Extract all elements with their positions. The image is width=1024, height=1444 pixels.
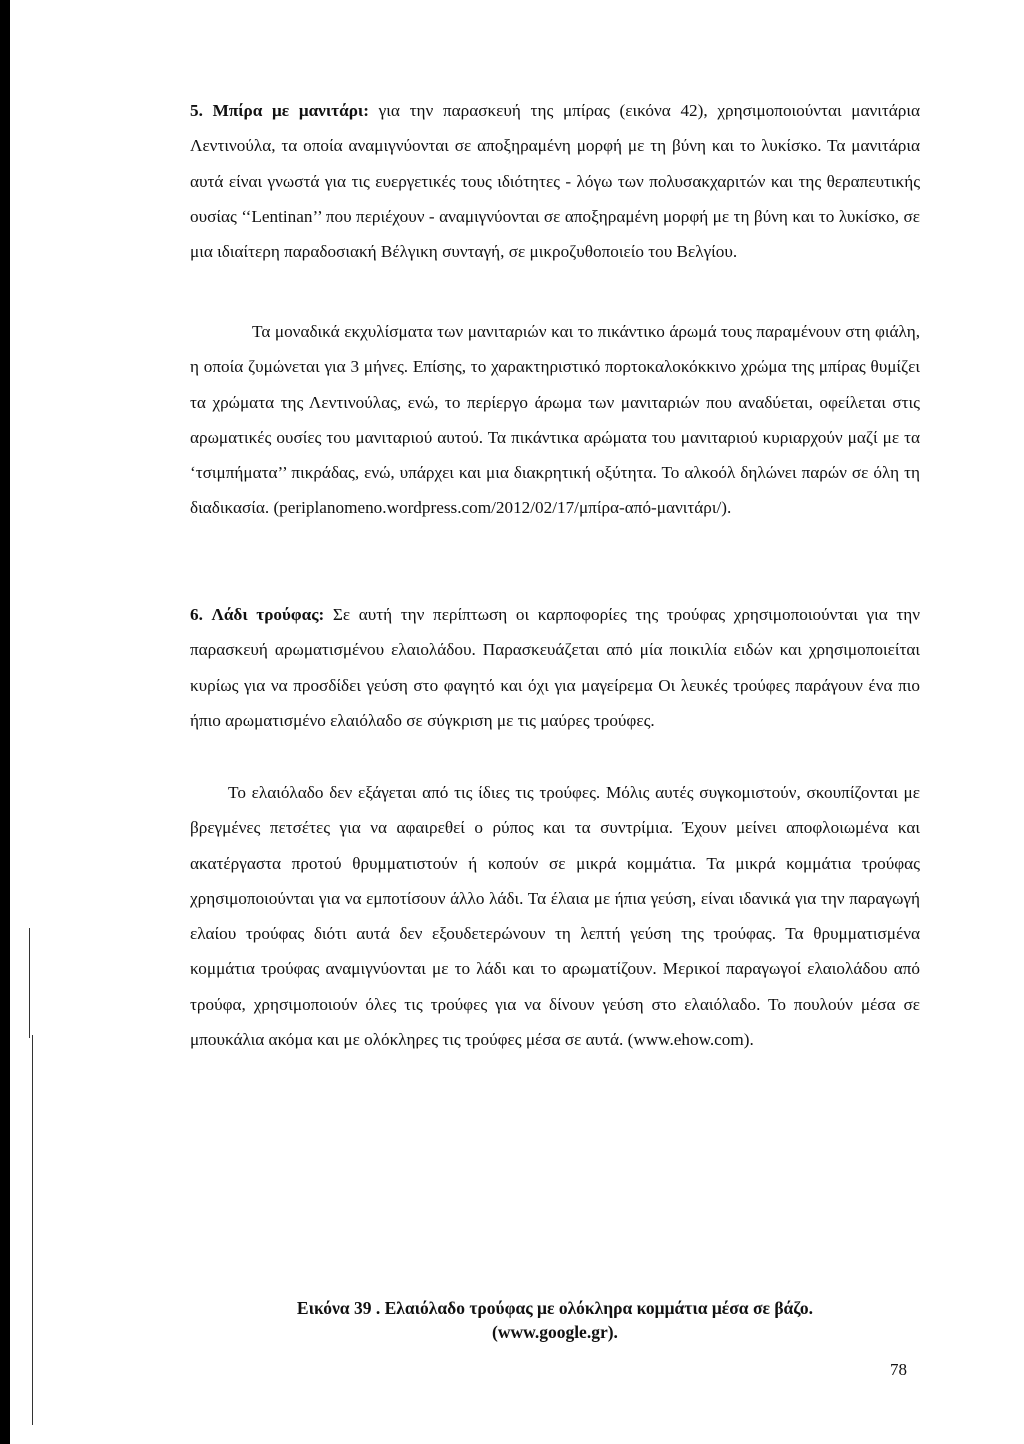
section-6-number: 6. <box>190 605 203 624</box>
section-6-text: Σε αυτή την περίπτωση οι καρποφορίες της τρούφας χρησιμοποιούνται για την παρασκευή αρωματισμένου ελαιολάδου. Παρασκευάζεται από μία ποικιλία ειδών και χρησιμοποιείται κυρίως για να προσδίδει γεύση στο φαγητό και όχι για μαγείρεμα Οι λευκές τρούφες παράγουν ένα πιο ήπιο αρωματισμένο ελαιόλαδο σε σύγκριση με τις μαύρες τρούφες. <box>190 605 921 730</box>
section-5-text: για την παρασκευή της μπίρας (εικόνα 42), χρησιμοποιούνται μανιτάρια Λεντινούλα, τα οποία αναμιγνύονται σε αποξηραμένη μορφή με τη βύνη και το λυκίσκο. Τα μανιτάρια αυτά είναι γνωστά για τις ευεργετικές τους ιδιότητες - λόγω των πολυσακχαριτών και της θεραπευτικής ουσίας ‘‘Lentinan’’ που περιέχουν - αναμιγνύονται σε αποξηραμένη μορφή με τη βύνη και το λυκίσκο, σε μια ιδιαίτερη παραδοσιακή Βέλγικη συνταγή, σε μικροζυθοποιείο του Βελγίου. <box>190 101 920 262</box>
figure-caption-line-2: (www.google.gr). <box>492 1322 618 1342</box>
scan-margin-line <box>32 1035 33 1425</box>
document-page <box>10 0 1024 1444</box>
section-5-paragraph-2: Τα μοναδικά εκχυλίσματα των μανιταριών και το πικάντικο άρωμά τους παραμένουν στη φιάλη, η οποία ζυμώνεται για 3 μήνες. Επίσης, το χαρακτηριστικό πορτοκαλοκόκκινο χρώμα της μπίρας θυμίζει τα χρώματα της Λεντινούλας, ενώ, το περίεργο άρωμα των μανιταριών που αναδύεται, οφείλεται στις αρωματικές ουσίες του μανιταριού αυτού. Τα πικάντικα αρώματα του μανιταριού κυριαρχούν μαζί με τα ‘τσιμπήματα’’ πικράδας, ενώ, υπάρχει και μια διακρητική οξύτητα. Το αλκοόλ δηλώνει παρών σε όλη τη διαδικασία. (periplanomeno.wordpress.com/2012/02/17/μπίρα-από-μανιτάρι/). <box>190 322 920 518</box>
section-5-title: Μπίρα με μανιτάρι: <box>212 101 369 120</box>
page-number: 78 <box>890 1360 907 1379</box>
section-6-paragraph <box>190 597 920 738</box>
section-5-paragraph <box>190 93 920 269</box>
section-6-paragraph-2: Το ελαιόλαδο δεν εξάγεται από τις ίδιες τις τρούφες. Μόλις αυτές συγκομιστούν, σκουπίζονται με βρεγμένες πετσέτες για να αφαιρεθεί ο ρύπος και τα συντρίμια. Έχουν μείνει αποφλοιωμένα και ακατέργαστα προτού θρυμματιστούν ή κοπούν σε μικρά κομμάτια. Τα μικρά κομμάτια τρούφας χρησιμοποιούνται για να εμποτίσουν άλλο λάδι. Τα έλαια με ήπια γεύση, είναι ιδανικά για την παραγωγή ελαίου τρούφας διότι αυτά δεν εξουδετερώνουν τη λεπτή γεύση της τρούφας. Τα θρυμματισμένα κομμάτια τρούφας αναμιγνύονται με το λάδι και το αρωματίζουν. Μερικοί παραγωγοί ελαιολάδου από τρούφα, χρησιμοποιούν όλες τις τρούφες για να δίνουν γεύση στο ελαιόλαδο. Το πουλούν μέσα σε μπουκάλια ακόμα και με ολόκληρες τις τρούφες μέσα σε αυτά. (www.ehow.com). <box>190 783 920 1050</box>
figure-caption <box>190 1296 920 1344</box>
scan-margin-line <box>29 928 30 1038</box>
figure-caption-line-1: Εικόνα 39 . Ελαιόλαδο τρούφας με ολόκληρα κομμάτια μέσα σε βάζο. <box>296 1298 814 1318</box>
section-6-title: Λάδι τρούφας: <box>211 605 325 624</box>
section-5-number: 5. <box>190 101 203 120</box>
